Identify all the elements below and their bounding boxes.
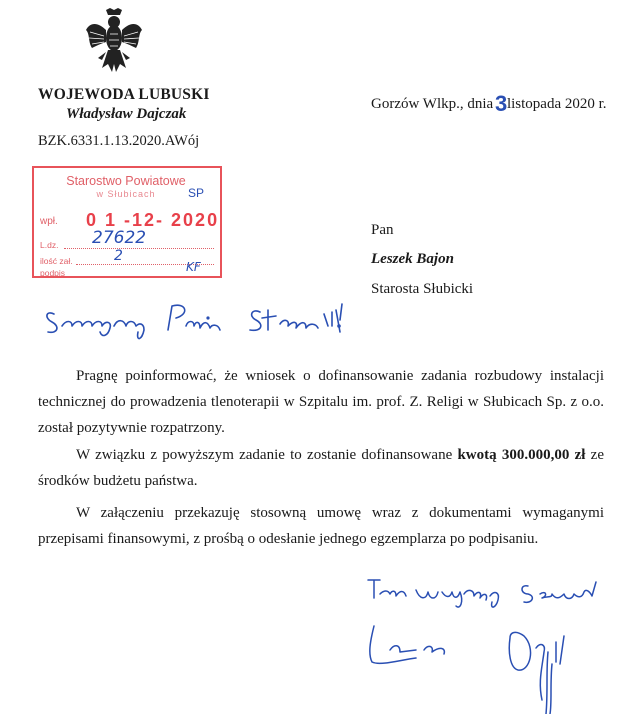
handwritten-closing-and-signature (360, 572, 620, 714)
polish-eagle-emblem (84, 8, 144, 74)
stamp-number-value: 27622 (92, 228, 147, 248)
stamp-number-line (64, 248, 214, 249)
stamp-attachments-label: ilość zał. (40, 256, 73, 266)
stamp-office: Starostwo Powiatowe (66, 174, 186, 188)
stamp-number-label: L.dz. (40, 240, 59, 250)
stamp-attachments-value: 2 (114, 248, 123, 264)
stamp-signature-initials: KF (186, 260, 201, 274)
stamp-received-label: wpł. (40, 216, 58, 227)
stamp-received-date: 0 1 -12- 2020 (86, 210, 220, 230)
salutation-text: Szanowny Panie Starosto! (40, 296, 51, 297)
amount-after: ze środków budżetu państwa. (38, 447, 604, 489)
date-suffix: listopada 2020 r. (506, 96, 607, 112)
paragraph-amount (38, 442, 604, 494)
sender-title: WOJEWODA LUBUSKI (38, 86, 210, 103)
closing-text: Łączę wyrazy szacunku (360, 572, 370, 573)
reference-number: BZK.6331.1.13.2020.AWój (38, 133, 200, 149)
recipient-salutation: Pan (371, 222, 394, 238)
amount-value: kwotą 300.000,00 zł (457, 447, 586, 463)
paragraph-attachment: W załączeniu przekazuję stosowną umowę wraz z dokumentami wymaganymi przepisami finansowymi, z prośbą o odesłanie jednego egzemplarza po podpisaniu. (38, 505, 604, 547)
recipient-name: Leszek Bajon (371, 251, 454, 267)
date-day-handwritten: 3 (494, 91, 508, 116)
recipient-title: Starosta Słubicki (371, 281, 474, 297)
stamp-initials: SP (188, 186, 205, 200)
amount-before: W związku z powyższym zadanie to zostanie dofinansowane (76, 447, 458, 463)
stamp-signature-label: podpis (40, 268, 66, 278)
sender-name: Władysław Dajczak (66, 106, 187, 122)
handwritten-salutation (40, 296, 350, 346)
date-prefix: Gorzów Wlkp., dnia (371, 96, 494, 112)
date-line (371, 88, 607, 114)
paragraph-decision: Pragnę poinformować, że wniosek o dofinansowanie zadania rozbudowy instalacji technicznej do prowadzenia tlenoterapii w Szpitalu im. prof. Z. Religi w Słubicach Sp. z o.o. został pozytywnie rozpatrzony. (38, 368, 604, 436)
stamp-city: w Słubicach (96, 189, 156, 199)
received-stamp (32, 166, 222, 278)
